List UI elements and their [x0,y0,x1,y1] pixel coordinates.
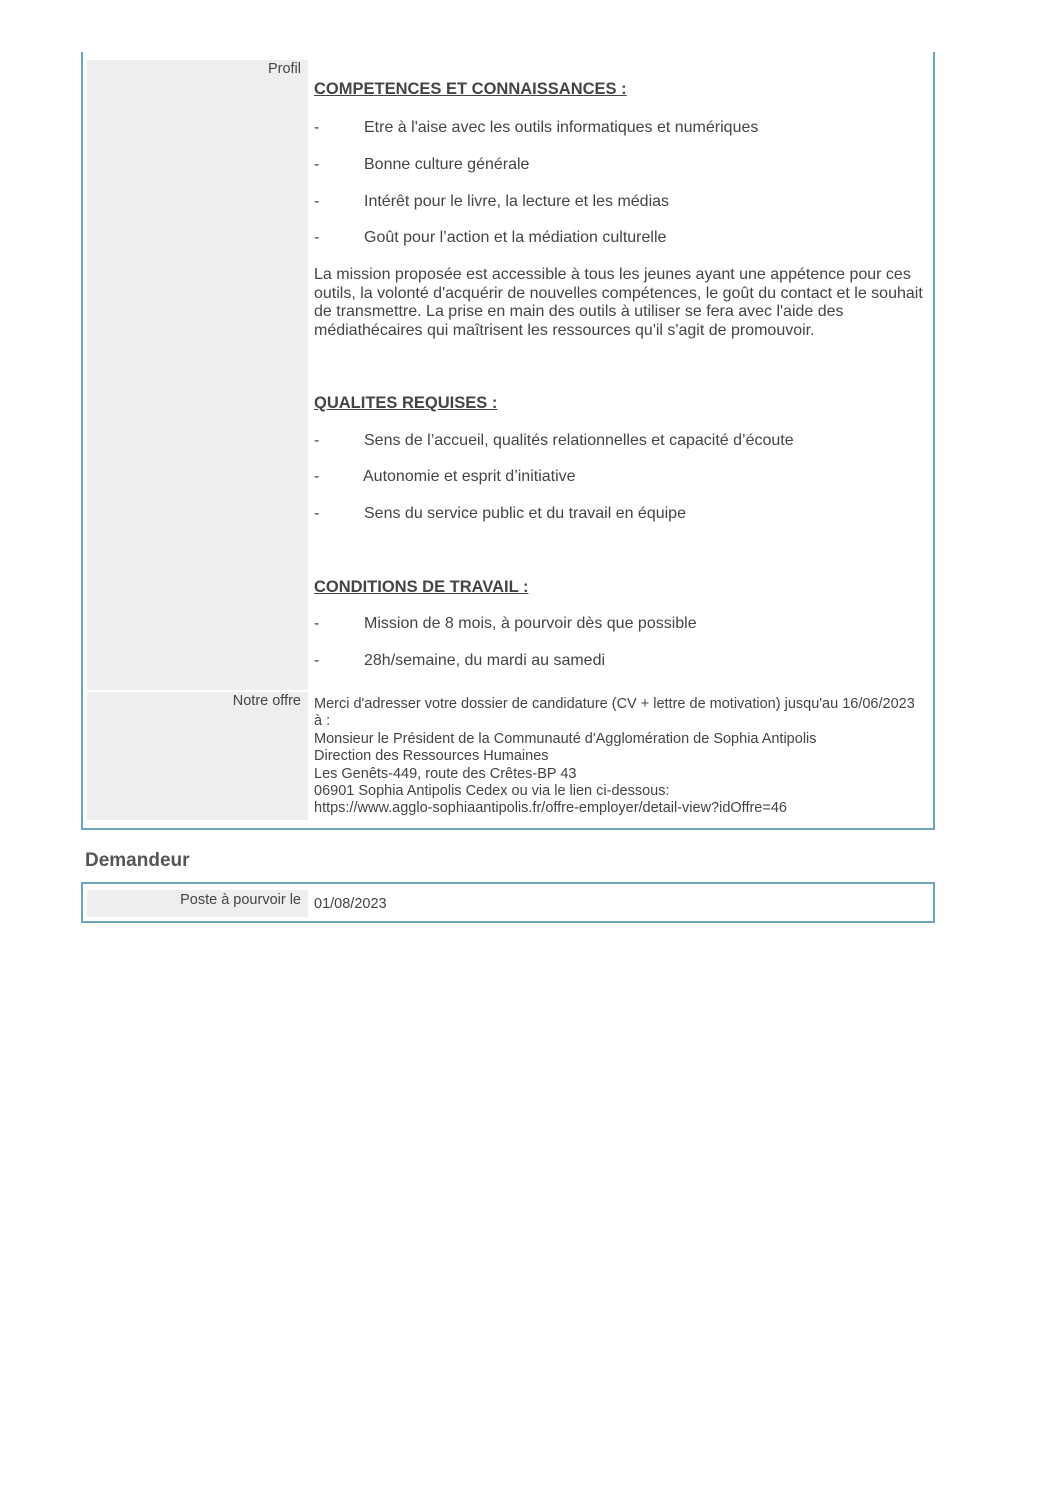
qualite-text: Sens du service public et du travail en équipe [364,505,686,522]
paragraph-line: médiathécaires qui maîtrisent les ressources qu'il s'agit de promouvoir. [314,321,815,339]
paragraph-line: outils, la volonté d'acquérir de nouvelles compétences, le goût du contact et le souhait [314,284,923,302]
offre-line: à : [314,713,331,730]
qualite-text: Sens de l’accueil, qualités relationnelles et capacité d’écoute [364,432,794,449]
condition-text: Mission de 8 mois, à pourvoir dès que possible [364,615,697,632]
bullet-dash: - [314,432,320,449]
qualites-heading: QUALITES REQUISES : [314,394,498,412]
offre-line: Direction des Ressources Humaines [314,748,549,765]
bullet-dash: - [314,615,320,632]
offre-line: Les Genêts-449, route des Crêtes-BP 43 [314,765,577,782]
bullet-dash: - [314,156,320,173]
offre-line: Merci d'adresser votre dossier de candidature (CV + lettre de motivation) jusqu'au 16/06/2023 [314,696,915,712]
bullet-dash: - [314,652,320,669]
bullet-dash: - [314,229,320,246]
paragraph-line: La mission proposée est accessible à tous les jeunes ayant une appétence pour ces [314,266,911,283]
poste-value: 01/08/2023 [314,896,387,912]
mission-paragraph [314,266,926,340]
competence-text: Intérêt pour le livre, la lecture et les médias [364,193,670,210]
competences-heading: COMPETENCES ET CONNAISSANCES : [314,80,627,98]
competence-text: Bonne culture générale [364,156,530,173]
profil-content [314,60,929,680]
bullet-dash: - [314,468,320,485]
competence-text: Etre à l'aise avec les outils informatiques et numériques [364,119,759,136]
paragraph-line: de transmettre. La prise en main des outils à utiliser se fera avec l'aide des [314,303,844,321]
offre-label: Notre offre [87,692,308,820]
demandeur-box [81,882,935,923]
profil-label: Profil [87,60,308,690]
offre-line: Monsieur le Président de la Communauté d'Agglomération de Sophia Antipolis [314,730,817,747]
competence-text: Goût pour l’action et la médiation culturelle [364,229,667,246]
qualite-text: Autonomie et esprit d’initiative [363,468,576,485]
bullet-dash: - [314,193,320,210]
offer-details-box [81,52,935,830]
offre-text [314,696,926,818]
poste-label: Poste à pourvoir le [87,890,308,917]
offre-line: 06901 Sophia Antipolis Cedex ou via le lien ci-dessous: [314,783,670,800]
demandeur-title: Demandeur [85,850,190,871]
bullet-dash: - [314,119,320,136]
conditions-heading: CONDITIONS DE TRAVAIL : [314,578,529,596]
condition-text: 28h/semaine, du mardi au samedi [364,652,606,669]
offre-link: https://www.agglo-sophiaantipolis.fr/offre-employer/detail-view?idOffre=46 [314,800,787,817]
profil-row [87,60,929,669]
bullet-dash: - [314,505,320,522]
